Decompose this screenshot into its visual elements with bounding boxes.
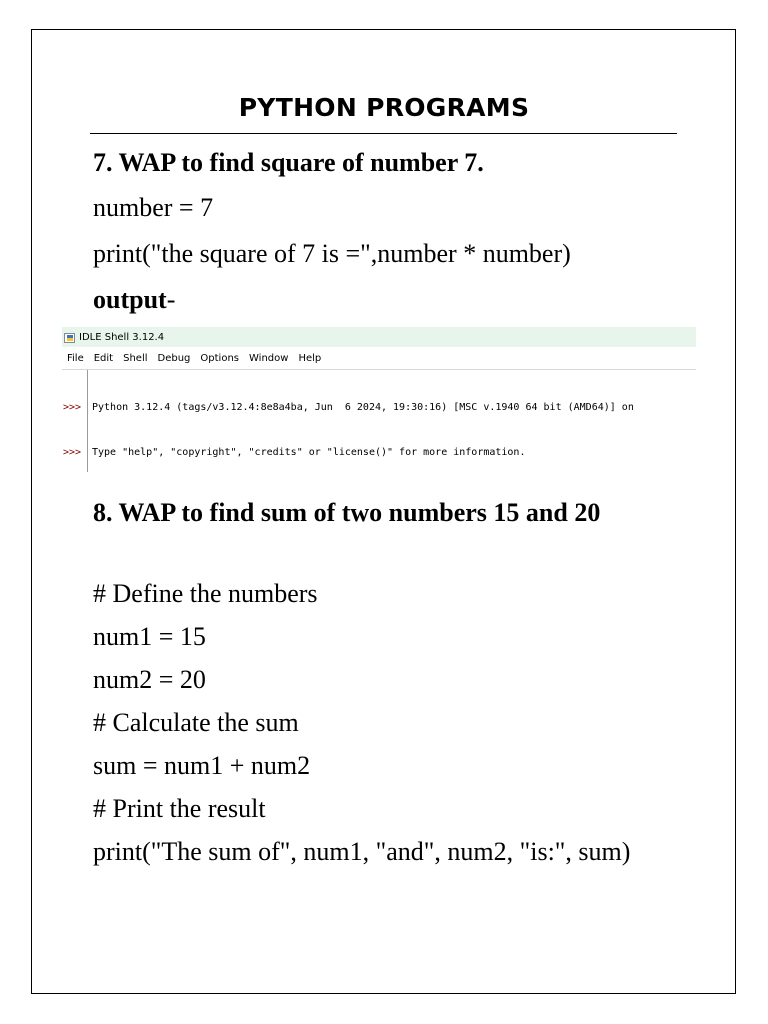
idle-prompt-gutter [62, 370, 88, 472]
idle-menubar [62, 347, 696, 369]
idle-prompt [62, 370, 87, 385]
idle-shell-body [62, 369, 696, 472]
idle-menu-edit[interactable]: Edit [93, 352, 114, 364]
idle-prompt: >>> [63, 447, 82, 458]
idle-menu-options[interactable]: Options [200, 352, 239, 364]
idle-menu-help[interactable]: Help [298, 352, 322, 364]
code-line: print("The sum of", num1, "and", num2, "is:", sum) [93, 837, 631, 866]
idle-prompt [62, 415, 87, 430]
idle-menu-window[interactable]: Window [249, 352, 289, 364]
question-7-heading: 7. WAP to find square of number 7. [93, 148, 484, 177]
idle-prompt [62, 430, 87, 445]
idle-menu-file[interactable]: File [67, 352, 84, 364]
idle-prompt: >>> [63, 402, 82, 413]
code-comment: # Define the numbers [93, 579, 318, 608]
output-label [93, 284, 175, 316]
code-line: number = 7 [93, 193, 214, 222]
idle-shell-screenshot [62, 327, 696, 472]
idle-console-text[interactable] [88, 370, 696, 472]
question-8-heading: 8. WAP to find sum of two numbers 15 and 20 [93, 498, 601, 527]
idle-console-line: Python 3.12.4 (tags/v3.12.4:8e8a4ba, Jun 6 2024, 19:30:16) [MSC v.1940 64 bit (AMD64)] on [92, 402, 634, 413]
code-line: sum = num1 + num2 [93, 751, 311, 780]
output-label-dash: - [166, 285, 176, 314]
idle-menu-debug[interactable]: Debug [157, 352, 191, 364]
idle-prompt [62, 385, 87, 400]
idle-window-title: IDLE Shell 3.12.4 [79, 331, 165, 343]
idle-titlebar [62, 327, 696, 347]
code-line: print("the square of 7 is =",number * number) [93, 239, 571, 268]
code-comment: # Print the result [93, 794, 266, 823]
code-comment: # Calculate the sum [93, 708, 299, 737]
output-label-bold: output [93, 285, 167, 314]
idle-menu-shell[interactable]: Shell [123, 352, 148, 364]
page-title: PYTHON PROGRAMS [238, 93, 530, 122]
python-idle-icon [64, 332, 75, 343]
title-underline [90, 133, 677, 134]
code-line: num2 = 20 [93, 665, 206, 694]
code-line: num1 = 15 [93, 622, 206, 651]
idle-console-line: Type "help", "copyright", "credits" or "license()" for more information. [92, 447, 526, 458]
